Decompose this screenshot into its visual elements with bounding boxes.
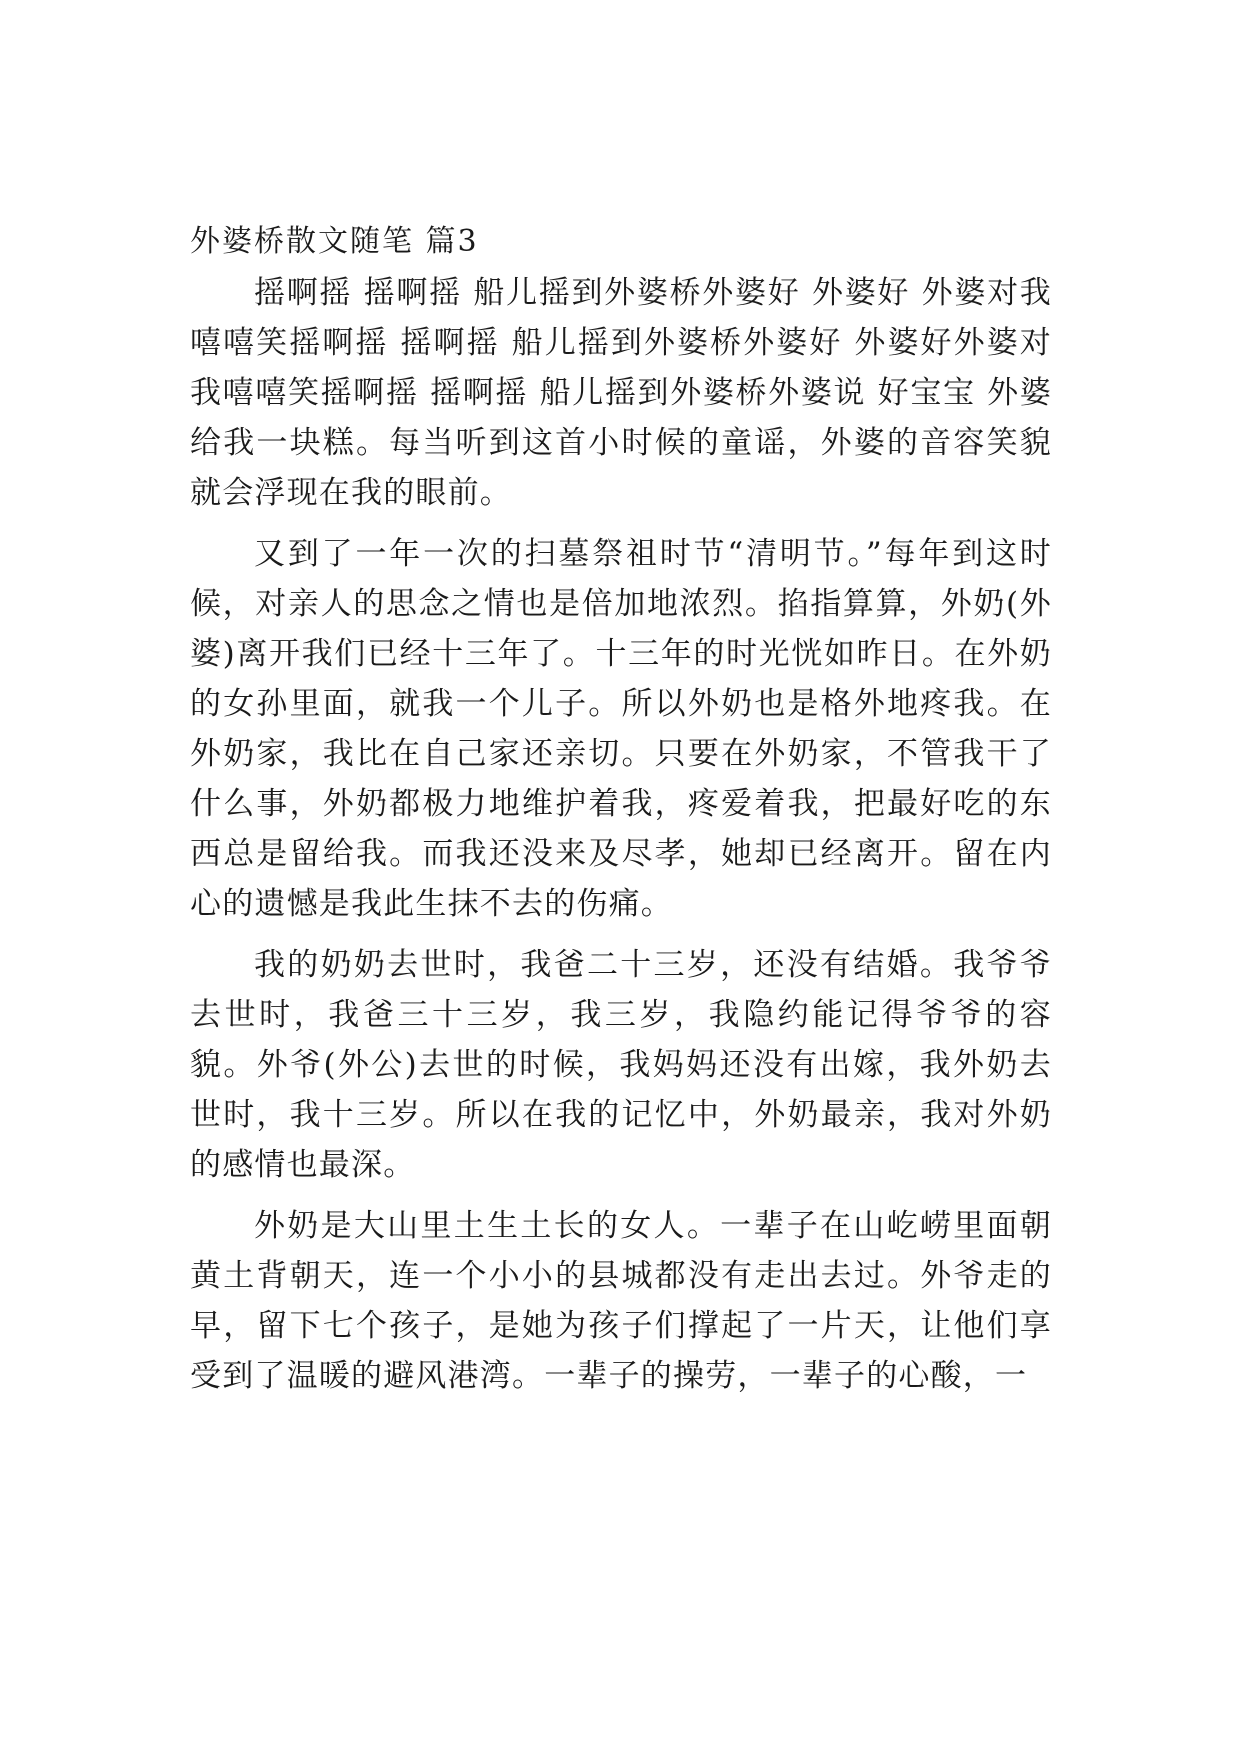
document-body bbox=[190, 222, 1052, 1412]
paragraph-4: 外奶是大山里土生土长的女人。一辈子在山屹崂里面朝黄土背朝天，连一个小小的县城都没有走出去过。外爷走的早，留下七个孩子，是她为孩子们撑起了一片天，让他们享受到了温暖的避风港湾。一辈子的操劳，一辈子的心酸，一 bbox=[190, 1208, 1052, 1394]
paragraph-3: 我的奶奶去世时，我爸二十三岁，还没有结婚。我爷爷去世时，我爸三十三岁，我三岁，我隐约能记得爷爷的容貌。外爷(外公)去世的时候，我妈妈还没有出嫁，我外奶去世时，我十三岁。所以在我的记忆中，外奶最亲，我对外奶的感情也最深。 bbox=[190, 947, 1052, 1183]
document-title: 外婆桥散文随笔 篇3 bbox=[190, 224, 479, 259]
paragraph-2: 又到了一年一次的扫墓祭祖时节“清明节。”每年到这时候，对亲人的思念之情也是倍加地浓烈。掐指算算，外奶(外婆)离开我们已经十三年了。十三年的时光恍如昨日。在外奶的女孙里面，就我一个儿子。所以外奶也是格外地疼我。在外奶家，我比在自己家还亲切。只要在外奶家，不管我干了什么事，外奶都极力地维护着我，疼爱着我，把最好吃的东西总是留给我。而我还没来及尽孝，她却已经离开。留在内心的遗憾是我此生抹不去的伤痛。 bbox=[190, 536, 1052, 922]
paragraph-1: 摇啊摇 摇啊摇 船儿摇到外婆桥外婆好 外婆好 外婆对我嘻嘻笑摇啊摇 摇啊摇 船儿摇到外婆桥外婆好 外婆好外婆对我嘻嘻笑摇啊摇 摇啊摇 船儿摇到外婆桥外婆说 好宝宝 外婆给我一块糕。每当听到这首小时候的童谣，外婆的音容笑貌就会浮现在我的眼前。 bbox=[190, 275, 1052, 511]
